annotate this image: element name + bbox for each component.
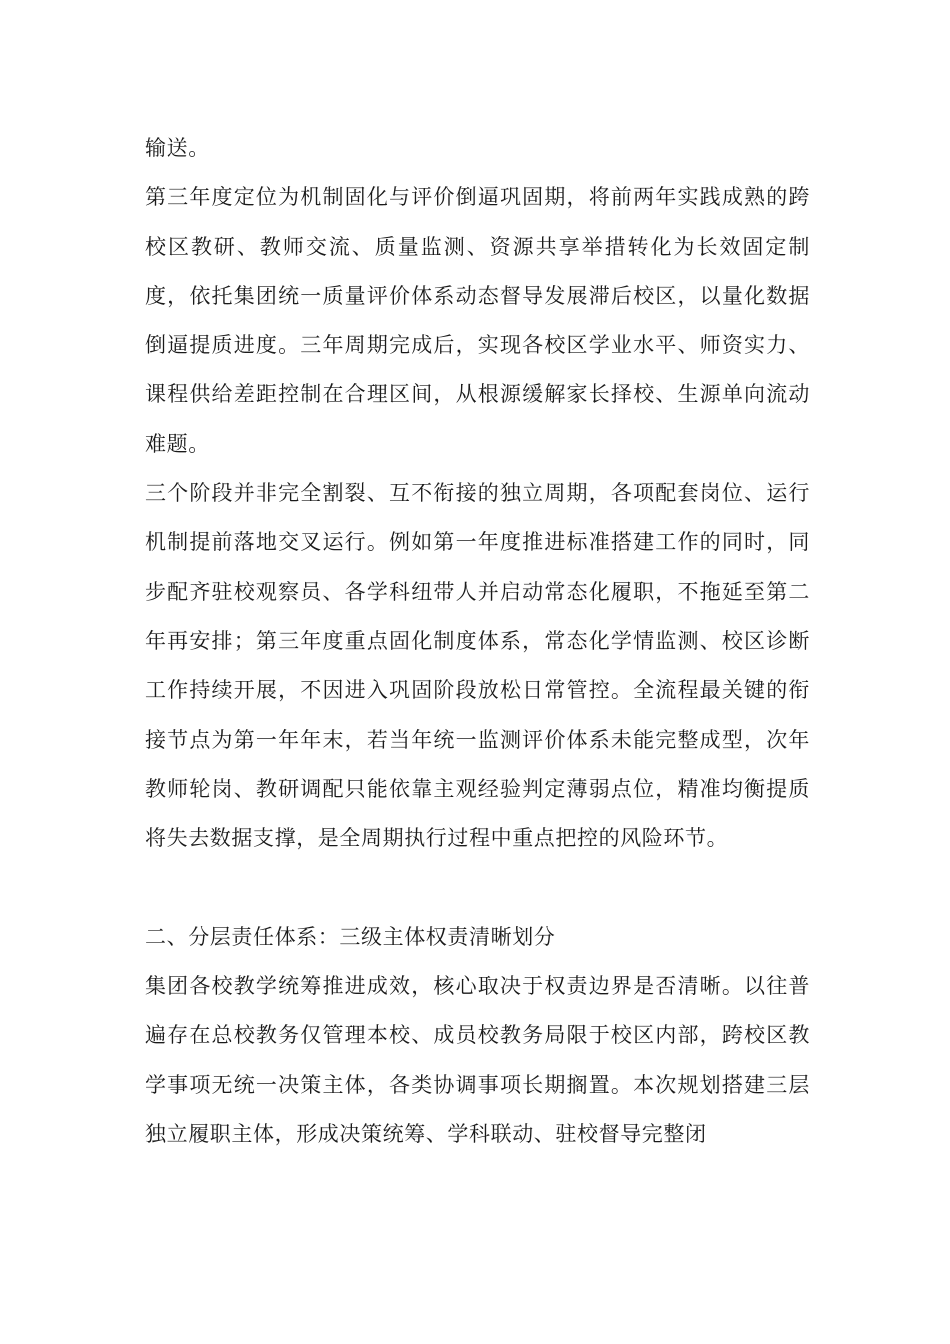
document-body <box>145 124 810 1159</box>
paragraph-responsibility: 集团各校教学统筹推进成效，核心取决于权责边界是否清晰。以往普遍存在总校教务仅管理本校、成员校教务局限于校区内部，跨校区教学事项无统一决策主体，各类协调事项长期搁置。本次规划搭建三层独立履职主体，形成决策统筹、学科联动、驻校督导完整闭 <box>145 974 810 1146</box>
paragraph-third-year: 第三年度定位为机制固化与评价倒逼巩固期，将前两年实践成熟的跨校区教研、教师交流、质量监测、资源共享举措转化为长效固定制度，依托集团统一质量评价体系动态督导发展滞后校区，以量化数据倒逼提质进度。三年周期完成后，实现各校区学业水平、师资实力、课程供给差距控制在合理区间，从根源缓解家长择校、生源单向流动难题。 <box>145 185 810 456</box>
paragraph-continuation: 输送。 <box>145 136 210 160</box>
section-heading: 二、分层责任体系：三级主体权责清晰划分 <box>145 924 556 949</box>
section-spacer <box>145 863 810 912</box>
paragraph-stage-overlap: 三个阶段并非完全割裂、互不衔接的独立周期，各项配套岗位、运行机制提前落地交叉运行。例如第一年度推进标准搭建工作的同时，同步配齐驻校观察员、各学科纽带人并启动常态化履职，不拖延至第二年再安排；第三年度重点固化制度体系，常态化学情监测、校区诊断工作持续开展，不因进入巩固阶段放松日常管控。全流程最关键的衔接节点为第一年年末，若当年统一监测评价体系未能完整成型，次年教师轮岗、教研调配只能依靠主观经验判定薄弱点位，精准均衡提质将失去数据支撑，是全周期执行过程中重点把控的风险环节。 <box>145 481 810 851</box>
